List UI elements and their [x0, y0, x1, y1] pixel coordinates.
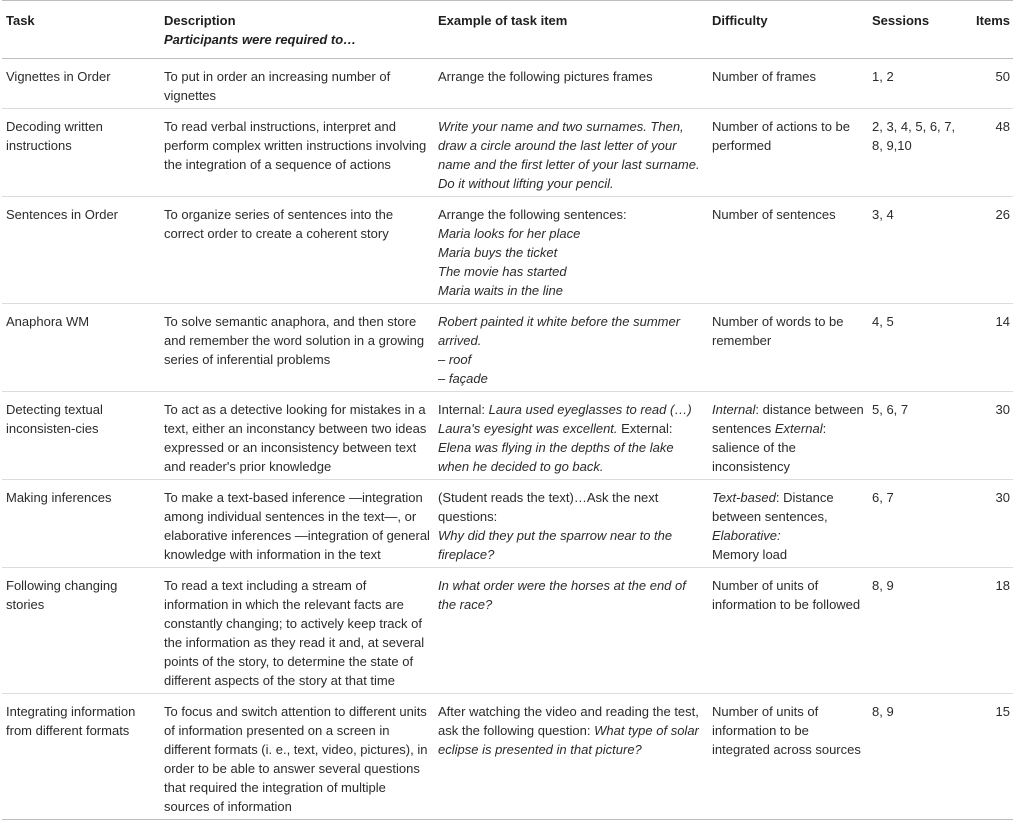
example-internal-label: Internal:	[438, 402, 485, 417]
cell-task: Vignettes in Order	[6, 69, 111, 84]
cell-sessions: 5, 6, 7	[872, 402, 909, 417]
cell-items: 26	[995, 207, 1010, 222]
difficulty-text-label: Text-based	[712, 490, 776, 505]
difficulty-elab-label: Elaborative:	[712, 528, 781, 543]
example-main: Robert painted it white before the summer arrived.	[438, 314, 681, 348]
cell-description: To read verbal instructions, interpret and perform complex written instructions involving the integration of a sequence of actions	[164, 119, 427, 172]
example-intro: Arrange the following sentences:	[438, 207, 627, 222]
cell-task: Detecting textual inconsisten-cies	[6, 402, 103, 436]
cell-task: Making inferences	[6, 490, 112, 505]
example-internal-text: Laura used eyeglasses to read (…) Laura's eyesight was excellent.	[438, 402, 692, 436]
difficulty-text-text: : Distance between sentences,	[712, 490, 834, 524]
header-difficulty: Difficulty	[712, 13, 768, 28]
cell-difficulty: Number of frames	[712, 69, 817, 84]
cell-items: 50	[995, 69, 1010, 84]
example-sentence: The movie has started	[438, 264, 567, 279]
cell-items: 15	[995, 704, 1010, 719]
cell-difficulty: Number of units of information to be integrated across sources	[712, 704, 861, 757]
table-row	[2, 59, 1013, 109]
example-external-text: Elena was flying in the depths of the lake when he decided to go back.	[438, 440, 674, 474]
cell-example: In what order were the horses at the end of the race?	[438, 578, 686, 612]
example-intro: (Student reads the text)…Ask the next questions:	[438, 490, 659, 524]
cell-example	[434, 304, 708, 392]
example-sentence: Maria looks for her place	[438, 226, 581, 241]
cell-example: Write your name and two surnames. Then, draw a circle around the last letter of your name and the first letter of your last surname. Do it without lifting your pencil.	[438, 119, 700, 191]
difficulty-external-label: External	[774, 421, 823, 436]
cell-sessions: 1, 2	[872, 69, 894, 84]
example-sentence: Maria buys the ticket	[438, 245, 558, 260]
table-row	[2, 694, 1013, 820]
cell-description: To organize series of sentences into the correct order to create a coherent story	[164, 207, 394, 241]
example-sentence: Maria waits in the line	[438, 283, 563, 298]
cell-sessions: 4, 5	[872, 314, 894, 329]
cell-example	[434, 392, 708, 480]
cell-example	[434, 694, 708, 820]
cell-task: Integrating information from different formats	[6, 704, 136, 738]
table-row	[2, 480, 1013, 568]
header-example: Example of task item	[438, 13, 568, 28]
cell-difficulty: Number of units of information to be followed	[712, 578, 861, 612]
cell-difficulty: Number of actions to be performed	[712, 119, 851, 153]
table-row	[2, 304, 1013, 392]
header-row	[2, 1, 1013, 59]
table-row	[2, 197, 1013, 304]
cell-sessions: 8, 9	[872, 578, 894, 593]
cell-difficulty	[708, 392, 868, 480]
cell-sessions: 2, 3, 4, 5, 6, 7, 8, 9,10	[872, 119, 956, 153]
table-row	[2, 109, 1013, 197]
cell-task: Anaphora WM	[6, 314, 90, 329]
example-option: – roof	[438, 352, 472, 367]
example-question: What type of solar eclipse is presented in that picture?	[438, 723, 699, 757]
cell-items: 30	[995, 402, 1010, 417]
cell-difficulty: Number of words to be remember	[712, 314, 844, 348]
header-description	[160, 1, 434, 59]
cell-difficulty: Number of sentences	[712, 207, 836, 222]
header-task: Task	[6, 13, 35, 28]
cell-example	[434, 480, 708, 568]
cell-items: 30	[995, 490, 1010, 505]
difficulty-internal-label: Internal	[712, 402, 756, 417]
header-items: Items	[976, 13, 1010, 28]
cell-description: To put in order an increasing number of vignettes	[164, 69, 391, 103]
example-question: Why did they put the sparrow near to the fireplace?	[438, 528, 673, 562]
difficulty-elab-text: Memory load	[712, 547, 788, 562]
header-description-sub: Participants were required to…	[164, 32, 357, 47]
header-description-label: Description	[164, 13, 236, 28]
example-intro: After watching the video and reading the test, ask the following question:	[438, 704, 699, 738]
task-table	[2, 0, 1013, 820]
cell-sessions: 6, 7	[872, 490, 894, 505]
header-sessions: Sessions	[872, 13, 930, 28]
cell-description: To read a text including a stream of information in which the relevant facts are constantly changing; to actively keep track of the information as they read it and, at several points of the story, to determine the state of different aspects of the story at that time	[164, 578, 425, 688]
cell-task: Following changing stories	[6, 578, 118, 612]
difficulty-internal-text: : distance between sentences	[712, 402, 864, 436]
table-row	[2, 392, 1013, 480]
cell-example: Arrange the following pictures frames	[438, 69, 653, 84]
cell-description: To make a text-based inference —integration among individual sentences in the text—, or elaborative inferences —integration of general knowledge with information in the text	[164, 490, 430, 562]
cell-description: To solve semantic anaphora, and then store and remember the word solution in a growing series of inferential problems	[164, 314, 425, 367]
cell-items: 14	[995, 314, 1010, 329]
cell-items: 18	[995, 578, 1010, 593]
table-row	[2, 568, 1013, 694]
cell-description: To focus and switch attention to different units of information presented on a screen in different formats (i. e., text, video, pictures), in order to be able to answer several questions that required the integration of multiple sources of information	[164, 704, 428, 814]
cell-difficulty	[708, 480, 868, 568]
cell-task: Sentences in Order	[6, 207, 119, 222]
cell-sessions: 3, 4	[872, 207, 894, 222]
example-external-label: External:	[621, 421, 673, 436]
cell-items: 48	[995, 119, 1010, 134]
difficulty-external-text: : salience of the inconsistency	[712, 421, 827, 474]
cell-description: To act as a detective looking for mistakes in a text, either an inconstancy between two ideas expressed or an inconsistency between text and reader's prior knowledge	[164, 402, 427, 474]
example-option: – façade	[438, 371, 488, 386]
cell-example	[434, 197, 708, 304]
cell-sessions: 8, 9	[872, 704, 894, 719]
cell-task: Decoding written instructions	[6, 119, 103, 153]
